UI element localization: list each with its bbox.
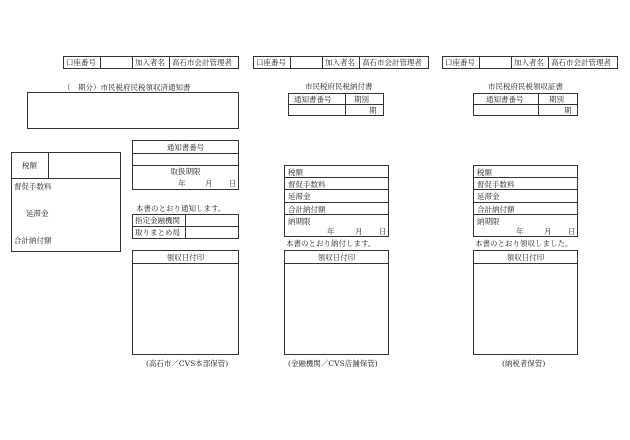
middle-date-day: 日	[379, 227, 387, 236]
header-account-box-left	[63, 56, 239, 69]
right-notice-table	[473, 93, 578, 116]
right-period-unit: 期	[564, 106, 572, 115]
subscriber-label: 加入者名	[325, 58, 355, 67]
right-total-label: 合計納付額	[477, 205, 515, 214]
subscriber-label: 加入者名	[514, 58, 544, 67]
middle-notice-no-label: 通知書番号	[294, 95, 332, 104]
left-amount-table	[11, 152, 121, 252]
subscriber-name: 高石市会計管理者	[172, 58, 232, 67]
left-footer: (高石市／CVS本部保管)	[146, 359, 229, 368]
middle-total-label: 合計納付額	[288, 205, 326, 214]
middle-late-label: 延滞金	[288, 192, 311, 201]
right-date-month: 月	[544, 227, 552, 236]
subscriber-name: 高石市会計管理者	[362, 58, 422, 67]
left-total-label: 合計納付額	[14, 236, 52, 245]
left-bank-table	[132, 214, 239, 239]
left-fee-label: 督促手数料	[14, 182, 52, 191]
right-late-label: 延滞金	[477, 192, 500, 201]
middle-date-month: 月	[355, 227, 363, 236]
right-deadline-label: 納期限	[477, 217, 500, 226]
right-date-day: 日	[568, 227, 576, 236]
right-title: 市民税府民税領収証書	[488, 82, 563, 91]
left-tax-label: 税額	[22, 161, 37, 170]
right-received-text: 本書のとおり領収しました。	[475, 239, 573, 248]
right-amount-table	[473, 165, 578, 237]
header-account-box-right	[442, 56, 618, 69]
middle-paid-text: 本書のとおり納付します。	[286, 239, 376, 248]
middle-fee-label: 督促手数料	[288, 180, 326, 189]
right-period-label: 期別	[549, 95, 564, 104]
subscriber-label: 加入者名	[135, 58, 165, 67]
left-bank-label: 指定金融機関	[135, 216, 180, 225]
left-notice-no-label: 通知書番号	[166, 143, 205, 152]
left-title: （ 期分）市民税府民税領収済通知書	[63, 83, 191, 92]
right-stamp-label: 領収日付印	[506, 253, 545, 262]
left-date-year: 年	[178, 179, 186, 188]
right-fee-label: 督促手数料	[477, 180, 515, 189]
middle-date-year: 年	[327, 227, 335, 236]
right-stamp-box	[473, 250, 578, 355]
left-date-month: 月	[205, 179, 213, 188]
right-notice-no-label: 通知書番号	[486, 95, 524, 104]
middle-amount-table	[284, 165, 389, 237]
middle-notice-table	[288, 93, 384, 116]
account-label: 口座番号	[256, 58, 286, 67]
middle-footer: (金融機関／CVS店舗保管)	[288, 359, 378, 368]
middle-tax-label: 税額	[288, 168, 303, 177]
middle-period-label: 期別	[354, 95, 369, 104]
right-date-year: 年	[516, 227, 524, 236]
account-label: 口座番号	[66, 58, 96, 67]
middle-stamp-box	[284, 250, 389, 355]
middle-stamp-label: 領収日付印	[317, 253, 356, 262]
subscriber-name: 高石市会計管理者	[551, 58, 611, 67]
left-deadline-label: 取扱期限	[170, 167, 201, 176]
right-footer: (納税者保管)	[502, 359, 546, 368]
right-tax-label: 税額	[477, 168, 492, 177]
middle-deadline-label: 納期限	[288, 217, 311, 226]
left-stamp-label: 領収日付印	[166, 253, 205, 262]
middle-period-unit: 期	[369, 106, 377, 115]
middle-title: 市民税府民税納付書	[305, 82, 373, 91]
header-account-box-middle	[253, 56, 429, 69]
left-stamp-box	[132, 250, 239, 355]
left-collector-label: 取りまとめ局	[135, 228, 180, 237]
left-notice-box	[132, 140, 239, 190]
left-notice-text: 本書のとおり通知します。	[136, 204, 226, 213]
left-date-day: 日	[229, 179, 237, 188]
left-late-label: 延滞金	[26, 209, 49, 218]
account-label: 口座番号	[445, 58, 475, 67]
left-address-box	[27, 92, 239, 129]
